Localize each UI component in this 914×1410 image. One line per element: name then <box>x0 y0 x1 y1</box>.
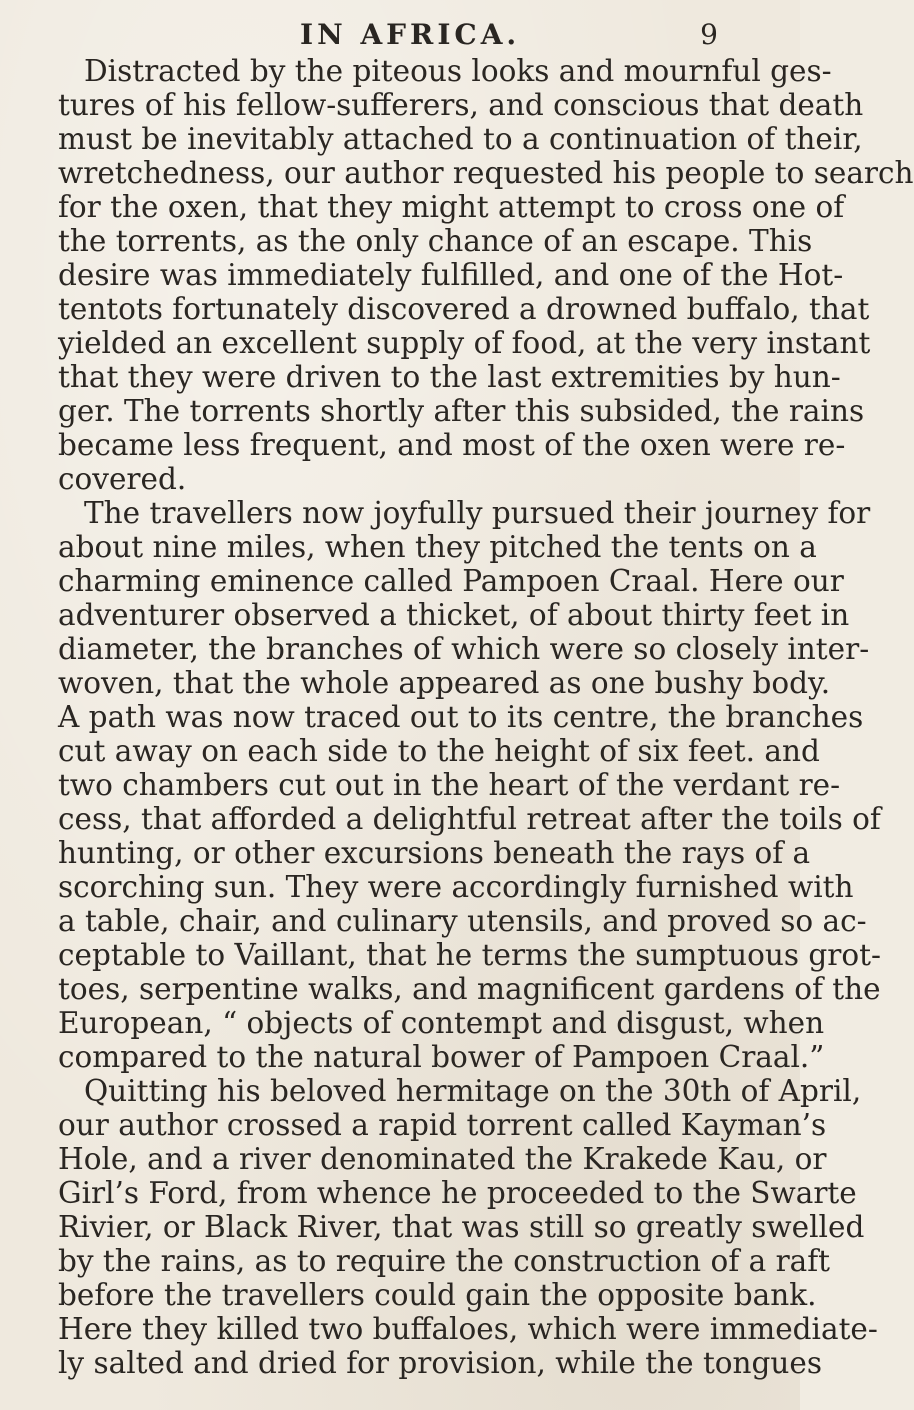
text-line: The travellers now joyfully pursued their journey for <box>84 496 871 530</box>
running-title: IN AFRICA. <box>300 18 521 51</box>
running-head <box>0 16 800 52</box>
page-number: 9 <box>700 18 718 51</box>
text-line: charming eminence called Pampoen Craal. Here our <box>58 564 844 598</box>
text-line: ceptable to Vaillant, that he terms the sumptuous grot- <box>58 938 881 972</box>
text-line: adventurer observed a thicket, of about thirty feet in <box>58 598 850 632</box>
text-line: our author crossed a rapid torrent called Kayman’s <box>58 1108 827 1142</box>
text-line: ly salted and dried for provision, while the tongues <box>58 1346 823 1380</box>
text-line: must be inevitably attached to a continuation of their, <box>58 122 863 156</box>
text-line: by the rains, as to require the construction of a raft <box>58 1244 831 1278</box>
text-line: yielded an excellent supply of food, at the very instant <box>58 326 871 360</box>
text-line: Girl’s Ford, from whence he proceeded to the Swarte <box>58 1176 857 1210</box>
text-line: compared to the natural bower of Pampoen Craal.” <box>58 1040 825 1074</box>
text-line: about nine miles, when they pitched the tents on a <box>58 530 817 564</box>
text-line: before the travellers could gain the opposite bank. <box>58 1278 817 1312</box>
text-line: Distracted by the piteous looks and mournful ges- <box>84 54 832 88</box>
text-line: Quitting his beloved hermitage on the 30th of April, <box>84 1074 862 1108</box>
text-line: tentots fortunately discovered a drowned buffalo, that <box>58 292 870 326</box>
body-text <box>58 54 914 1380</box>
text-line: cut away on each side to the height of six feet. and <box>58 734 820 768</box>
text-line: tures of his fellow-sufferers, and conscious that death <box>58 88 864 122</box>
text-line: Rivier, or Black River, that was still so greatly swelled <box>58 1210 865 1244</box>
text-line: for the oxen, that they might attempt to cross one of <box>58 190 845 224</box>
text-line: Here they killed two buffaloes, which were immediate- <box>58 1312 878 1346</box>
text-line: the torrents, as the only chance of an escape. This <box>58 224 813 258</box>
text-line: became less frequent, and most of the oxen were re- <box>58 428 846 462</box>
text-line: European, “ objects of contempt and disgust, when <box>58 1006 825 1040</box>
text-line: cess, that afforded a delightful retreat after the toils of <box>58 802 881 836</box>
text-line: that they were driven to the last extremities by hun- <box>58 360 841 394</box>
text-line: Hole, and a river denominated the Krakede Kau, or <box>58 1142 827 1176</box>
text-line: hunting, or other excursions beneath the rays of a <box>58 836 811 870</box>
text-line: A path was now traced out to its centre, the branches <box>58 700 864 734</box>
text-line: toes, serpentine walks, and magnificent gardens of the <box>58 972 881 1006</box>
text-line: scorching sun. They were accordingly furnished with <box>58 870 854 904</box>
text-line: covered. <box>58 462 187 496</box>
text-line: ger. The torrents shortly after this subsided, the rains <box>58 394 865 428</box>
text-line: wretchedness, our author requested his people to search <box>58 156 914 190</box>
text-line: desire was immediately fulfilled, and one of the Hot- <box>58 258 844 292</box>
text-line: woven, that the whole appeared as one bushy body. <box>58 666 831 700</box>
text-line: diameter, the branches of which were so closely inter- <box>58 632 870 666</box>
text-line: a table, chair, and culinary utensils, and proved so ac- <box>58 904 867 938</box>
text-line: two chambers cut out in the heart of the verdant re- <box>58 768 841 802</box>
